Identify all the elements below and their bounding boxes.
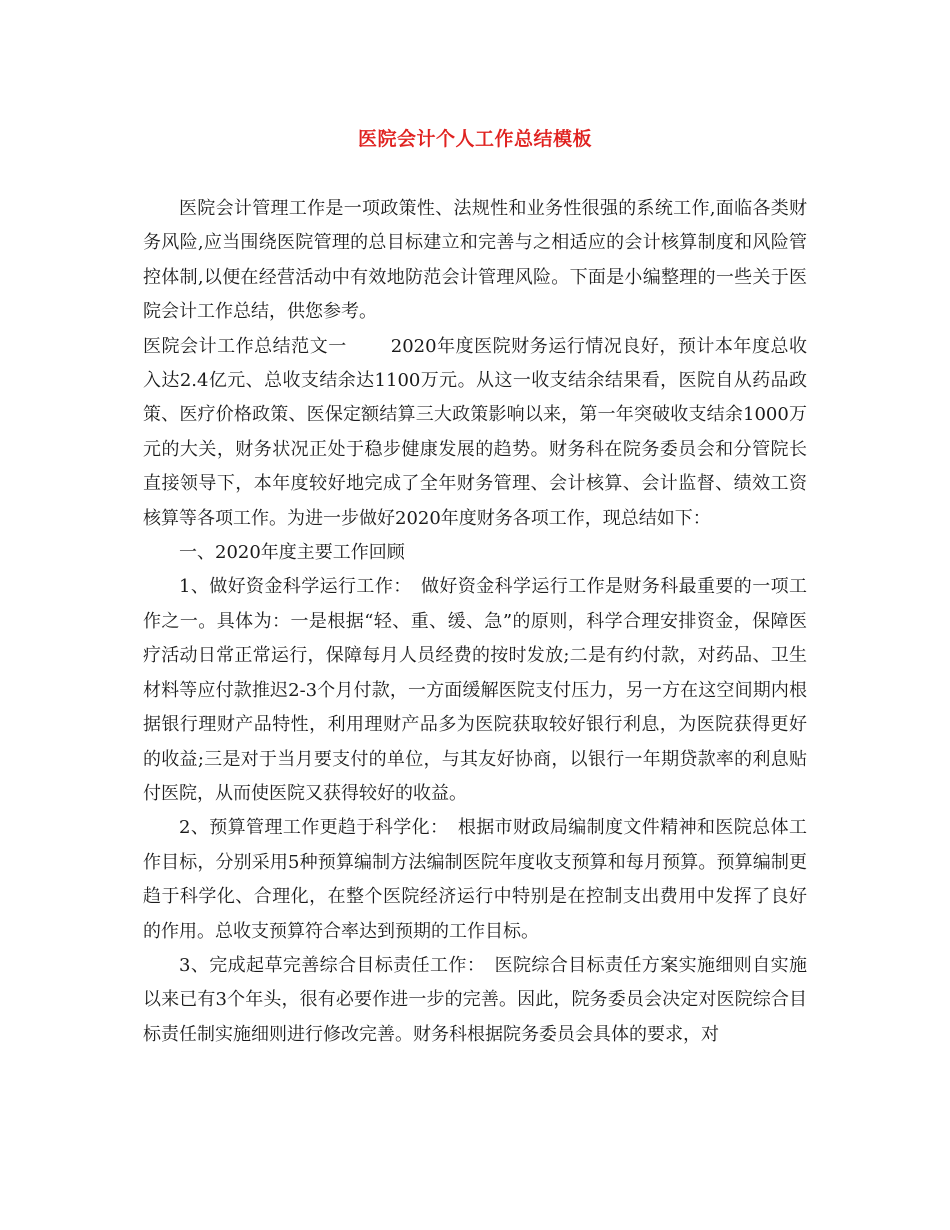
- document-body: [143, 192, 807, 1052]
- item1-paragraph: 1、做好资金科学运行工作： 做好资金科学运行工作是财务科最重要的一项工作之一。具体为：一是根据“轻、重、缓、急”的原则，科学合理安排资金，保障医疗活动日常正常运行，保障每月人员经费的按时发放;二是有约付款，对药品、卫生材料等应付款推迟2-3个月付款，一方面缓解医院支付压力，另一方在这空间期内根据银行理财产品特性，利用理财产品多为医院获取较好银行利息，为医院获得更好的收益;三是对于当月要支付的单位，与其友好协商，以银行一年期贷款率的利息贴付医院，从而使医院又获得较好的收益。: [143, 576, 807, 804]
- document-title: 医院会计个人工作总结模板: [357, 128, 592, 150]
- sample-text: 2020年度医院财务运行情况良好，预计本年度总收入达2.4亿元、总收支结余达1100万元。从这一收支结余结果看，医院自从药品政策、医疗价格政策、医保定额结算三大政策影响以来，第一年突破收支结余1000万元的大关，财务状况正处于稳步健康发展的趋势。财务科在院务委员会和分管院长直接领导下，本年度较好地完成了全年财务管理、会计核算、会计监督、绩效工资核算等各项工作。为进一步做好2020年度财务各项工作，现总结如下：: [143, 335, 808, 529]
- sample-heading: 医院会计工作总结范文一: [143, 335, 347, 357]
- sample-paragraph: [143, 330, 807, 536]
- item2-paragraph: 2、预算管理工作更趋于科学化： 根据市财政局编制度文件精神和医院总体工作目标，分别采用5种预算编制方法编制医院年度收支预算和每月预算。预算编制更趋于科学化、合理化，在整个医院经济运行中特别是在控制支出费用中发挥了良好的作用。总收支预算符合率达到预期的工作目标。: [143, 817, 807, 942]
- section1-heading: 一、2020年度主要工作回顾: [179, 542, 405, 564]
- item3-paragraph: 3、完成起草完善综合目标责任工作： 医院综合目标责任方案实施细则自实施以来已有3个年头，很有必要作进一步的完善。因此，院务委员会决定对医院综合目标责任制实施细则进行修改完善。财务科根据院务委员会具体的要求，对: [143, 954, 807, 1045]
- intro-paragraph: 医院会计管理工作是一项政策性、法规性和业务性很强的系统工作,面临各类财务风险,应当围绕医院管理的总目标建立和完善与之相适应的会计核算制度和风险管控体制,以便在经营活动中有效地防范会计管理风险。下面是小编整理的一些关于医院会计工作总结，供您参考。: [143, 198, 807, 323]
